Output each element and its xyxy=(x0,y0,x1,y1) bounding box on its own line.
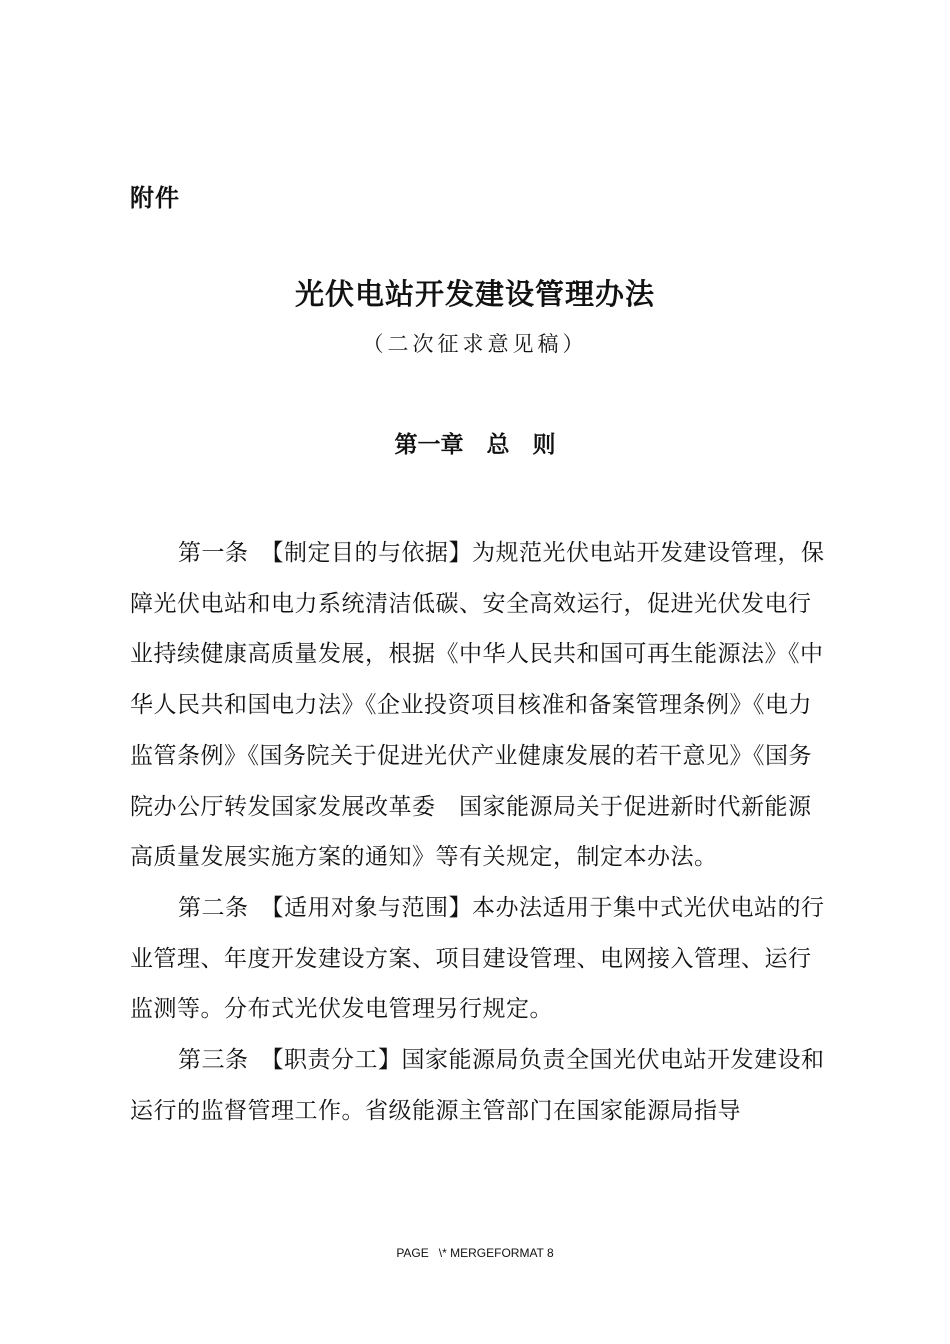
page-footer-field: PAGE \* MERGEFORMAT 8 xyxy=(396,1246,554,1260)
article-2: 第二条 【适用对象与范围】本办法适用于集中式光伏电站的行业管理、年度开发建设方案、项目建设管理、电网接入管理、运行监测等。分布式光伏发电管理另行规定。 xyxy=(130,894,825,1023)
document-title: 光伏电站开发建设管理办法 xyxy=(294,277,655,311)
article-3: 第三条 【职责分工】国家能源局负责全国光伏电站开发建设和运行的监督管理工作。省级能源主管部门在国家能源局指导 xyxy=(130,1047,825,1124)
attachment-label: 附件 xyxy=(130,184,180,212)
chapter-heading: 第一章 总 则 xyxy=(394,432,556,458)
document-body xyxy=(130,528,830,1136)
article-1: 第一条 【制定目的与依据】为规范光伏电站开发建设管理，保障光伏电站和电力系统清洁低碳、安全高效运行，促进光伏发电行业持续健康高质量发展，根据《中华人民共和国可再生能源法》《中华人民共和国电力法》《企业投资项目核准和备案管理条例》《电力监管条例》《国务院关于促进光伏产业健康发展的若干意见》《国务院办公厅转发国家发展改革委 国家能源局关于促进新时代新能源高质量发展实施方案的通知》等有关规定，制定本办法。 xyxy=(130,540,825,871)
document-subtitle: （二次征求意见稿） xyxy=(362,332,588,356)
